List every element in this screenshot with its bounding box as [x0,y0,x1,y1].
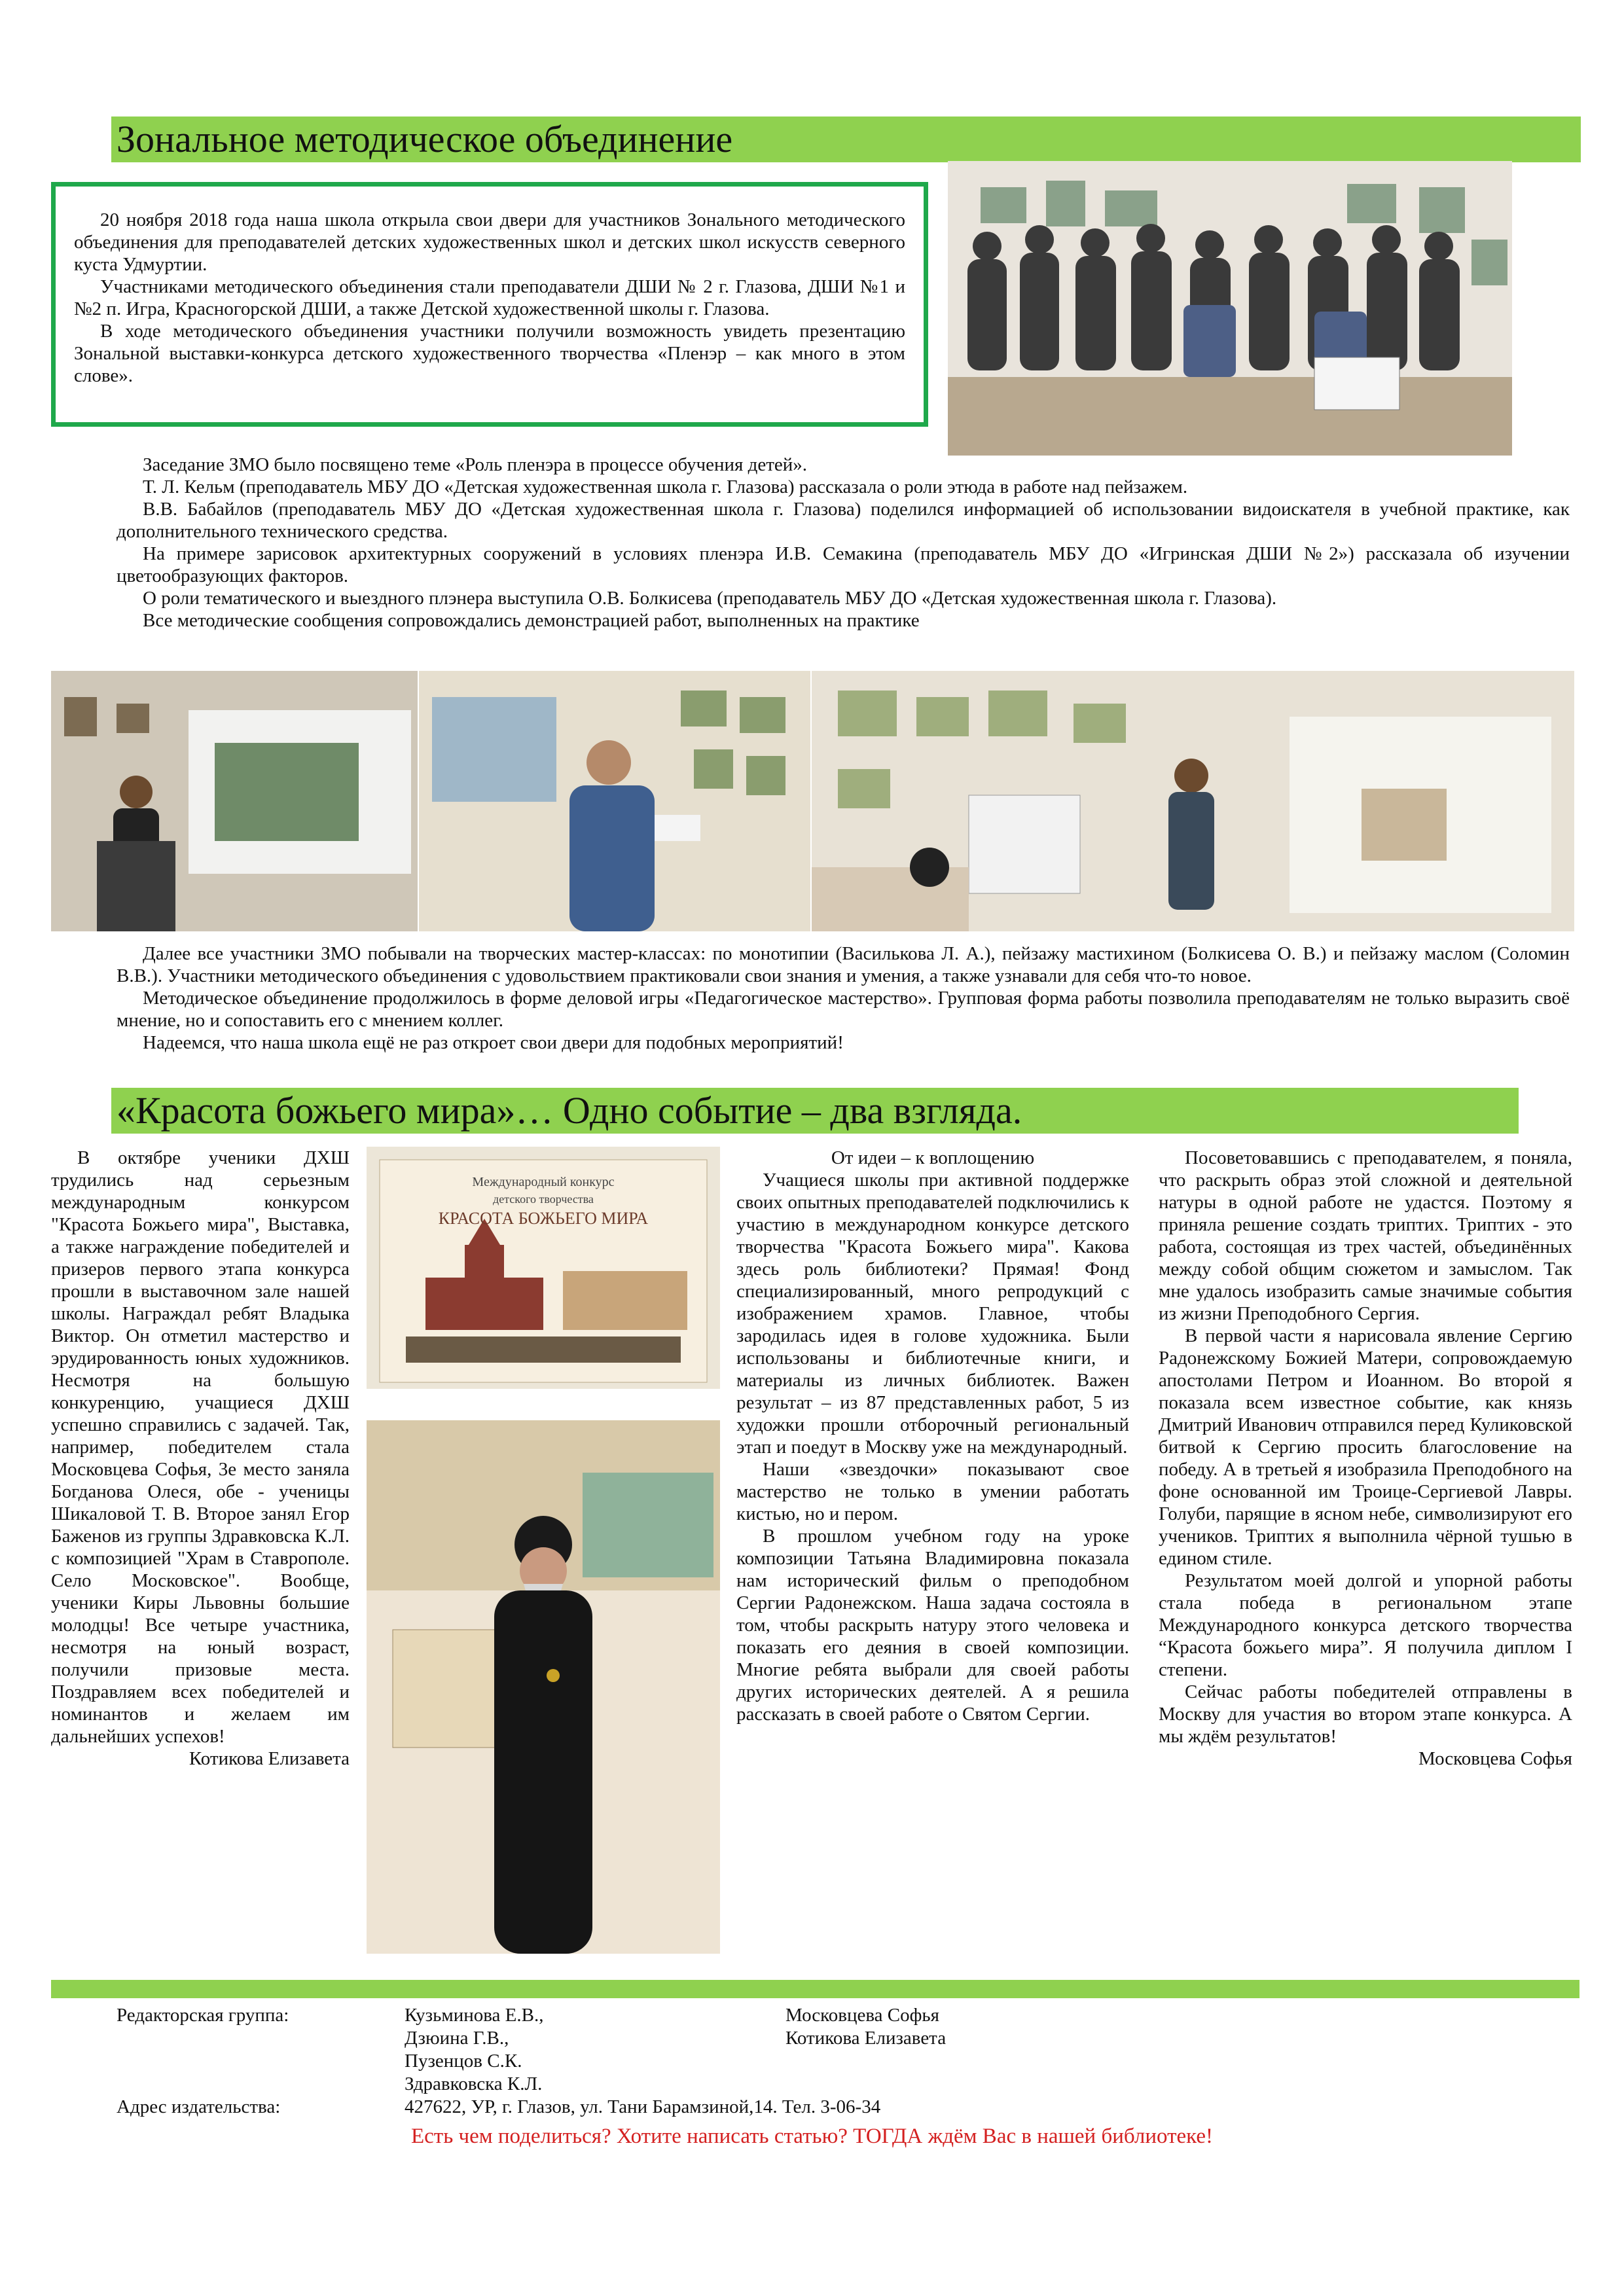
article2-column [736,1147,1129,1725]
contest-poster [367,1147,720,1389]
article3-author: Московцева Софья [1418,1748,1572,1769]
section1-title-bar [111,117,1581,162]
paragraph: В октябре ученики ДХШ трудились над серьезным международным конкурсом "Красота Божьего мира", Выставка, а также награждение победителей и призеров первого этапа конкурса прошли в выставочном зале нашей школы. Награждал ребят Владыка Виктор. Он отметил мастерство и эрудированность юных художников. Несмотря на большую конкуренцию, учащиеся ДХШ успешно справились с задачей. Так, например, победителем стала Московцева Софья, 3е место заняла Богданова Олеся, обе - ученицы Шикаловой Т. В. Второе занял Егор Баженов из группы Здравковска К.Л. с композицией "Храм в Ставрополе. Село Московское". Вообще, ученики Киры Львовны большие молодцы! Все четыре участника, несмотря на юный возраст, получили призовые места. Поздравляем всех победителей и номинантов и желаем им дальнейших успехов! [51,1147,350,1747]
paragraph: Участниками методического объединения стали преподаватели ДШИ № 2 г. Глазова, ДШИ №1 и №2 п. Игра, Красногорской ДШИ, а также Детской художественной школы г. Глазова. [74,276,905,319]
section1-text2 [117,942,1570,1054]
article1-column [51,1147,350,1770]
section2-title: «Красота божьего мира»… Одно событие – два взгляда. [117,1089,1022,1132]
intro-box [51,182,928,427]
editor-name: Пузенцов С.К. [405,2051,522,2072]
intro-box-text [74,209,905,387]
paragraph: Учащиеся школы при активной поддержке своих опытных преподавателей подключились к участию в международном конкурсе детского творчества "Красота Божьего мира". Какова здесь роль библиотеки? Прямая! Фонд специализированный, много репродукций с изображением храмов. Главное, чтобы зародилась идея в голове художника. Были использованы и библиотечные книги, и материалы из личных библиотек. Важен результат – из 87 представленных работ, 5 из художки прошли отборочный региональный этап и поедут в Москву уже на международный. [736,1170,1129,1458]
editor-name: Кузьминова Е.В., [405,2005,544,2026]
footer-bar [51,1980,1579,1998]
section2-title-bar [111,1088,1519,1134]
library-slogan: Есть чем поделиться? Хотите написать статью? ТОГДА ждём Вас в нашей библиотеке! [410,2125,1213,2148]
paragraph: Далее все участники ЗМО побывали на творческих мастер-классах: по монотипии (Василькова Л. А.), пейзажу мастихином (Болкисева О. В.) и пейзажу маслом (Соломин В.В.). Участники методического объединения с удовольствием практиковали свои знания и умения, а также узнавали для себя что-то новое. [117,943,1570,986]
paragraph: 20 ноября 2018 года наша школа открыла свои двери для участников Зонального методического объединения для преподавателей детских художественных школ и детских школ искусств северного куста Удмуртии. [74,209,905,275]
address-label: Адрес издательства: [117,2096,281,2117]
article2-heading: От идеи – к воплощению [831,1147,1035,1168]
section1-text [117,454,1570,632]
editor-name: Здравковска К.Л. [405,2073,543,2094]
paragraph: На примере зарисовок архитектурных сооружений в условиях пленэра И.В. Семакина (преподаватель МБУ ДО «Игринская ДШИ №2») рассказала об изучении цветообразующих факторов. [117,543,1570,586]
paragraph: Методическое объединение продолжилось в форме деловой игры «Педагогическое мастерство». Групповая форма работы позволила преподавателям не только выразить своё мнение, но и сопоставить его с мнением коллег. [117,988,1570,1031]
photo-speaker-girl [51,671,418,931]
paragraph: Т. Л. Кельм (преподаватель МБУ ДО «Детская художественная школа г. Глазова) рассказала о роли этюда в работе над пейзажем. [143,476,1188,497]
group-photo [948,161,1512,456]
paragraph: Надеемся, что наша школа ещё не раз откроет свои двери для подобных мероприятий! [143,1032,844,1053]
article2-text [736,1169,1129,1725]
article1-text [51,1147,350,1748]
paragraph: Наши «звездочки» показывают свое мастерство не только в умении работать кистью, но и пером. [736,1459,1129,1524]
paragraph: В ходе методического объединения участники получили возможность увидеть презентацию Зональной выставки-конкурса детского художественного творчества «Пленэр – как много в этом слове». [74,321,905,386]
photo-presentation [812,671,1574,931]
paragraph: Результатом моей долгой и упорной работы стала победа в региональном этапе Международного конкурса детского творчества “Красота божьего мира”. Я получила диплом I степени. [1159,1570,1572,1680]
paragraph: Посоветовавшись с преподавателем, я поняла, что раскрыть образ этой сложной и деятельной натуры в одной работе не удастся. Поэтому я приняла решение создать триптих. Триптих - это работа, состоящая из трех частей, объединённых между собой общим сюжетом и замыслом. Так мне удалось изобразить самые значимые события из жизни Преподобного Сергия. [1159,1147,1572,1324]
article3-text [1159,1147,1572,1748]
section1-title: Зональное методическое объединение [117,118,733,160]
bishop-photo [367,1420,720,1954]
editorial-label: Редакторская группа: [117,2005,289,2026]
poster-line1: Международный конкурс [472,1175,615,1189]
editors-list-1 [405,2004,543,2096]
paragraph: О роли тематического и выездного плэнера выступила О.В. Болкисева (преподаватель МБУ ДО «Детская художественная школа г. Глазова). [143,588,1277,609]
editors-list-2 [785,2004,946,2050]
paragraph: Заседание ЗМО было посвящено теме «Роль пленэра в процессе обучения детей». [143,454,808,475]
editor-name: Котикова Елизавета [785,2028,947,2049]
editor-name: Московцева Софья [785,2005,939,2026]
paragraph: В прошлом учебном году на уроке композиции Татьяна Владимировна показала нам исторический фильм о преподобном Сергии Радонежском. Наша задача состояла в том, чтобы раскрыть натуру этого человека и показать его деяния в своей композиции. Многие ребята выбрали для своей работы других исторических деятелей. А я решила рассказать в своей работе о Святом Сергии. [736,1526,1129,1725]
paragraph: В.В. Бабайлов (преподаватель МБУ ДО «Детская художественная школа г. Глазова) поделился информацией об использовании видоискателя в учебной практике, как дополнительного технического средства. [117,499,1570,542]
paragraph: Сейчас работы победителей отправлены в Москву для участия во втором этапе конкурса. А мы ждём результатов! [1159,1681,1572,1747]
poster-line3: КРАСОТА БОЖЬЕГО МИРА [438,1209,649,1228]
paragraph: Все методические сообщения сопровождались демонстрацией работ, выполненных на практике [143,610,920,631]
article1-author: Котикова Елизавета [189,1748,350,1769]
address: 427622, УР, г. Глазов, ул. Тани Барамзиной,14. Тел. 3-06-34 [405,2096,881,2117]
editor-name: Дзюина Г.В., [405,2028,509,2049]
photo-speaker-man [419,671,810,931]
poster-line2: детского творчества [493,1193,594,1206]
paragraph: В первой части я нарисовала явление Сергию Радонежскому Божией Матери, сопровождаемую апостолами Петром и Иоанном. Во второй я показала всем известное событие, как князь Дмитрий Иванович отправился перед Куликовской битвой к Сергию просить благословение на победу. А в третьей я изобразила Преподобного на фоне основанной им Троице-Сергиевой Лавры. Голуби, парящие в ясном небе, символизируют его учеников. Триптих я выполнила чёрной тушью в едином стиле. [1159,1325,1572,1569]
article3-column [1159,1147,1572,1770]
